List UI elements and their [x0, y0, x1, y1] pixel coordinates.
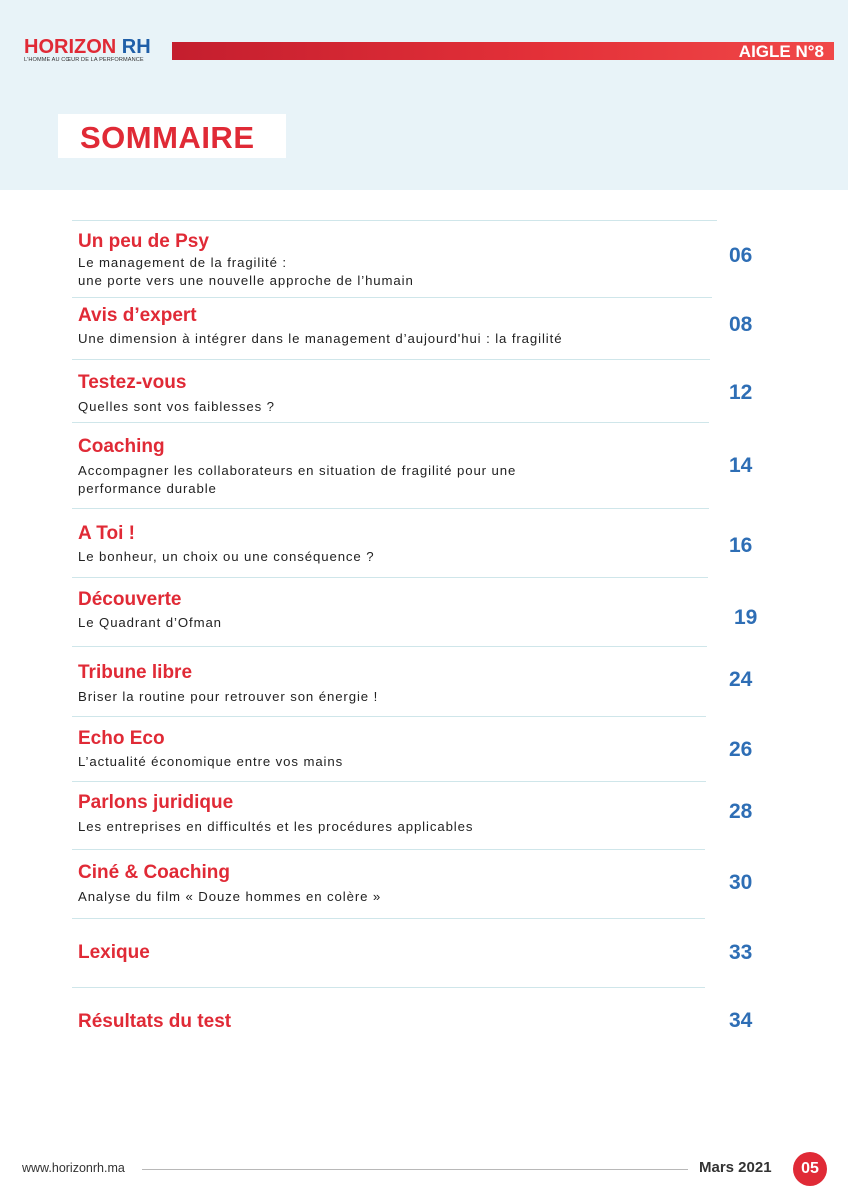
toc-entry-title[interactable]: Résultats du test [78, 1011, 232, 1032]
toc-separator [72, 849, 705, 850]
toc-separator [72, 987, 705, 988]
toc-entry-title[interactable]: Lexique [78, 942, 150, 963]
toc-entry-subtitle: Le management de la fragilité : [78, 255, 287, 270]
toc-entry-subtitle: Le Quadrant d’Ofman [78, 615, 222, 630]
toc-entry-subtitle: L’actualité économique entre vos mains [78, 754, 344, 769]
toc-entry-title[interactable]: Coaching [78, 436, 165, 457]
toc-entry-subtitle: Quelles sont vos faiblesses ? [78, 399, 275, 414]
toc-entry-subtitle: performance durable [78, 481, 217, 496]
logo-tagline: L'HOMME AU CŒUR DE LA PERFORMANCE [24, 57, 144, 63]
toc-entry-title[interactable]: Un peu de Psy [78, 231, 209, 252]
toc-entry-page[interactable]: 26 [729, 738, 753, 761]
toc-entry-page[interactable]: 14 [729, 454, 753, 477]
toc-entry-subtitle: Briser la routine pour retrouver son énergie ! [78, 689, 379, 704]
toc-entry-page[interactable]: 08 [729, 313, 753, 336]
toc-entry-subtitle: une porte vers une nouvelle approche de l’humain [78, 273, 414, 288]
toc-entry-page[interactable]: 28 [729, 800, 753, 823]
toc-entry-subtitle: Analyse du film « Douze hommes en colère » [78, 889, 382, 904]
toc-entry-subtitle: Les entreprises en difficultés et les procédures applicables [78, 819, 474, 834]
toc-entry-page[interactable]: 06 [729, 244, 753, 267]
toc-separator [72, 918, 705, 919]
toc-entry-page[interactable]: 12 [729, 381, 753, 404]
toc-entry-title[interactable]: Parlons juridique [78, 792, 234, 813]
toc-entry-title[interactable]: Tribune libre [78, 662, 193, 683]
toc-entry-title[interactable]: A Toi ! [78, 523, 135, 544]
issue-number: AIGLE N°8 [738, 42, 824, 61]
toc-entry-title[interactable]: Avis d’expert [78, 305, 197, 326]
toc-separator [72, 781, 706, 782]
toc-entry-page[interactable]: 30 [729, 871, 753, 894]
toc-separator [72, 220, 717, 221]
toc-separator [72, 646, 707, 647]
toc-entry-subtitle: Une dimension à intégrer dans le management d’aujourd'hui : la fragilité [78, 331, 563, 346]
toc-entry-subtitle: Accompagner les collaborateurs en situation de fragilité pour une [78, 463, 517, 478]
toc-separator [72, 359, 710, 360]
footer-date: Mars 2021 [699, 1159, 772, 1176]
page-title: SOMMAIRE [80, 120, 255, 155]
toc-separator [72, 577, 708, 578]
footer-website-link[interactable]: www.horizonrh.ma [22, 1161, 125, 1175]
footer-divider [142, 1169, 688, 1170]
toc-entry-page[interactable]: 19 [734, 606, 758, 629]
logo-word-horizon: HORIZON [24, 36, 117, 58]
toc-separator [72, 716, 706, 717]
toc-entry-page[interactable]: 24 [729, 668, 753, 691]
logo-word-rh: RH [121, 36, 151, 58]
toc-entry-subtitle: Le bonheur, un choix ou une conséquence ? [78, 549, 375, 564]
toc-entry-title[interactable]: Découverte [78, 589, 182, 610]
page-number-badge: 05 [793, 1152, 827, 1186]
toc-entry-page[interactable]: 33 [729, 941, 753, 964]
toc-entry-title[interactable]: Echo Eco [78, 728, 165, 749]
toc-separator [72, 297, 712, 298]
toc-entry-page[interactable]: 34 [729, 1009, 753, 1032]
toc-separator [72, 508, 709, 509]
toc-separator [72, 422, 709, 423]
toc-entry-title[interactable]: Testez-vous [78, 372, 187, 393]
toc-entry-page[interactable]: 16 [729, 534, 753, 557]
toc-entry-title[interactable]: Ciné & Coaching [78, 862, 231, 883]
